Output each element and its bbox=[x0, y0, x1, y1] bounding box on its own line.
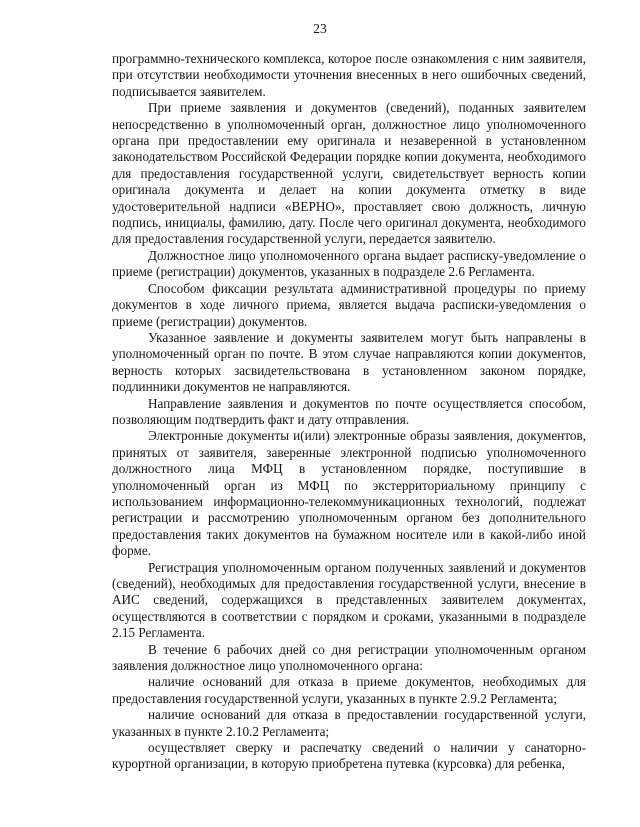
paragraph-3: Должностное лицо уполномоченного органа выдает расписку-уведомление о приеме (регистрации) документов, указанных в подразделе 2.6 Регламента. bbox=[112, 247, 586, 280]
paragraph-7: Электронные документы и(или) электронные образы заявления, документов, принятых от заявителя, заверенные электронной подписью уполномоченного должностного лица МФЦ в установленном порядке, поступившие в уполномоченный орган из МФЦ по экстерриториальному принципу с использованием информационно-телекоммуникационных технологий, подлежат регистрации и рассмотрению уполномоченным органом без дополнительного предоставления таких документов на бумажном носителе или в какой-либо иной форме. bbox=[112, 428, 586, 559]
paragraph-1: программно-технического комплекса, которое после ознакомления с ним заявителя, при отсутствии необходимости уточнения внесенных в него ошибочных сведений, подписывается заявителем. bbox=[112, 51, 586, 99]
paragraph-6: Направление заявления и документов по почте осуществляется способом, позволяющим подтвердить факт и дату отправления. bbox=[112, 395, 586, 427]
paragraph-11: наличие оснований для отказа в предоставлении государственной услуги, указанных в пункте 2.10.2 Регламента; bbox=[112, 707, 586, 739]
page-number: 23 bbox=[313, 21, 327, 36]
paragraph-4: Способом фиксации результата административной процедуры по приему документов в ходе личного приема, является выдача расписки-уведомления о приеме (регистрации) документов. bbox=[112, 280, 586, 329]
document-body bbox=[112, 51, 586, 773]
paragraph-9: В течение 6 рабочих дней со дня регистрации уполномоченным органом заявления должностное лицо уполномоченного органа: bbox=[112, 641, 586, 674]
paragraph-8: Регистрация уполномоченным органом полученных заявлений и документов (сведений), необходимых для предоставления государственной услуги, внесение в АИС сведений, содержащихся в представленных заявителем документах, осуществляются в соответствии с порядком и сроками, указанными в подразделе 2.15 Регламента. bbox=[112, 559, 586, 641]
paragraph-2: При приеме заявления и документов (сведений), поданных заявителем непосредственно в уполномоченный орган, должностное лицо уполномоченного органа при предоставлении ему оригинала и незаверенной в установленном законодательством Российской Федерации порядке копии документа, необходимого для предоставления государственной услуги, свидетельствует верность копии оригинала документа и делает на копии документа отметку в виде удостоверительной надписи «ВЕРНО», проставляет свою должность, личную подпись, инициалы, фамилию, дату. После чего оригинал документа, необходимого для предоставления государственной услуги, передается заявителю. bbox=[112, 100, 586, 247]
paragraph-5: Указанное заявление и документы заявителем могут быть направлены в уполномоченный орган по почте. В этом случае направляются копии документов, верность которых засвидетельствована в установленном законом порядке, подлинники документов не направляются. bbox=[112, 329, 586, 395]
paragraph-10: наличие оснований для отказа в приеме документов, необходимых для предоставления государственной услуги, указанных в пункте 2.9.2 Регламента; bbox=[112, 674, 586, 706]
paragraph-12: осуществляет сверку и распечатку сведений о наличии у санаторно-курортной организации, в которую приобретена путевка (курсовка) для ребенка, bbox=[112, 740, 586, 772]
